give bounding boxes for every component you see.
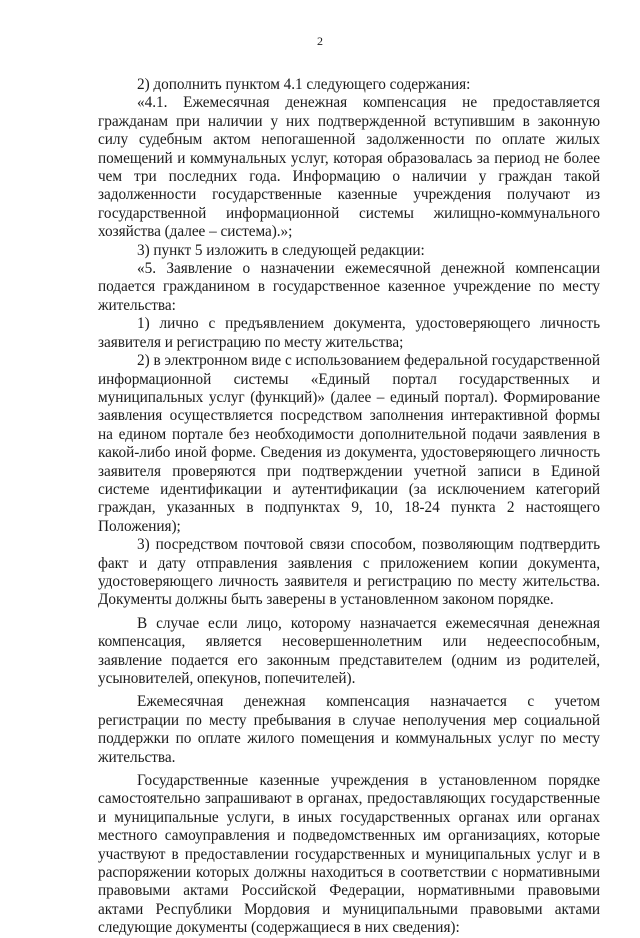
paragraph-temporary-registration: Ежемесячная денежная компенсация назначается с учетом регистрации по месту пребывания в случае неполучения мер социальной поддержки по оплате жилого помещения и коммунальных услуг по месту жительства.: [98, 693, 600, 766]
paragraph-item-3: 3) пункт 5 изложить в следующей редакции:: [137, 241, 425, 259]
paragraph-representative: В случае если лицо, которому назначается ежемесячная денежная компенсация, является несовершеннолетним или недееспособным, заявление подается его законным представителем (одним из родителей, усыновителей, опекунов, попечителей).: [98, 614, 600, 687]
document-body: [98, 76, 600, 938]
paragraph-agencies-request: Государственные казенные учреждения в установленном порядке самостоятельно запрашивают в органах, предоставляющих государственные и муниципальные услуги, в иных государственных органах или органах местного самоуправления и подведомственных им организациях, которые участвуют в предоставлении государственных и муниципальных услуг и в распоряжении которых должны находиться в соответствии с нормативными правовыми актами Российской Федерации, нормативными правовыми актами Республики Мордовия и муниципальными правовыми актами следующие документы (содержащиеся в них сведения):: [98, 772, 600, 937]
paragraph-clause-5: «5. Заявление о назначении ежемесячной денежной компенсации подается гражданином в государственное казенное учреждение по месту жительства:: [98, 260, 600, 314]
paragraph-subitem-2: 2) в электронном виде с использованием федеральной государственной информационной системы «Единый портал государственных и муниципальных услуг (функций)» (далее – единый портал). Формирование заявления осуществляется посредством заполнения интерактивной формы на едином портале без необходимости дополнительной подачи заявления в какой-либо иной форме. Сведения из документа, удостоверяющего личность заявителя проверяются при подтверждении учетной записи в Единой системе идентификации и аутентификации (за исключением категорий граждан, указанных в подпунктах 9, 10, 18-24 пункта 2 настоящего Положения);: [98, 352, 600, 535]
paragraph-item-2: 2) дополнить пунктом 4.1 следующего содержания:: [137, 76, 471, 93]
page-number: 2: [317, 34, 323, 48]
paragraph-clause-4-1: «4.1. Ежемесячная денежная компенсация не предоставляется гражданам при наличии у них подтвержденной вступившим в законную силу судебным актом непогашенной задолженности по оплате жилых помещений и коммунальных услуг, которая образовалась за период не более чем три последних года. Информацию о наличии у граждан такой задолженности государственные казенные учреждения получают из государственной информационной системы жилищно-коммунального хозяйства (далее – система).»;: [98, 94, 600, 241]
paragraph-subitem-3: 3) посредством почтовой связи способом, позволяющим подтвердить факт и дату отправления заявления с приложением копии документа, удостоверяющего личность заявителя и регистрацию по месту жительства. Документы должны быть заверены в установленном законом порядке.: [98, 536, 600, 609]
paragraph-subitem-1: 1) лично с предъявлением документа, удостоверяющего личность заявителя и регистрацию по месту жительства;: [98, 315, 600, 351]
